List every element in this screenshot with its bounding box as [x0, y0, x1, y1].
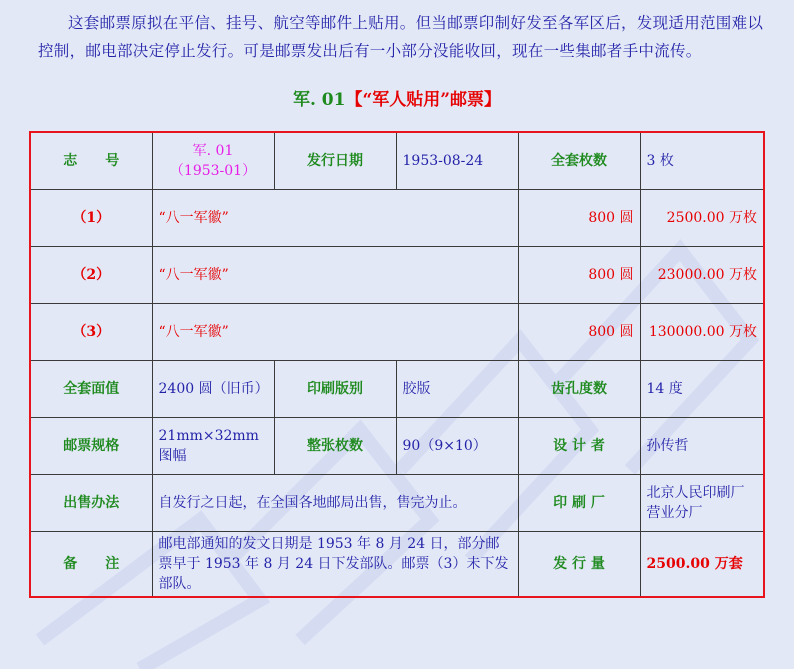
- stamp-quantity: 130000.00 万枚: [640, 303, 764, 360]
- label-set-count: 全套枚数: [518, 132, 640, 189]
- stamp-value: 800 圆: [518, 246, 640, 303]
- issue-date: 1953-08-24: [396, 132, 518, 189]
- sheet-count: 90（9×10）: [396, 417, 518, 474]
- table-row: [30, 189, 764, 246]
- set-count: 3 枚: [640, 132, 764, 189]
- table-row: [30, 474, 764, 531]
- table-row: [30, 417, 764, 474]
- stamp-value: 800 圆: [518, 189, 640, 246]
- issue-quantity: 2500.00 万套: [640, 531, 764, 597]
- stamp-number: （3）: [30, 303, 152, 360]
- table-row: [30, 360, 764, 417]
- face-value: 2400 圆（旧币）: [152, 360, 274, 417]
- sale-method: 自发行之日起，在全国各地邮局出售，售完为止。: [152, 474, 518, 531]
- table-row: [30, 303, 764, 360]
- label-perforation: 齿孔度数: [518, 360, 640, 417]
- remarks: 邮电部通知的发文日期是 1953 年 8 月 24 日，部分邮票早于 1953 年 8 月 24 日下发部队。邮票（3）未下发部队。: [152, 531, 518, 597]
- stamp-name: “八一军徽”: [152, 246, 518, 303]
- stamp-code-cell: [152, 132, 274, 189]
- stamp-code-year: （1953-01）: [169, 162, 257, 179]
- stamp-size: 21mm×32mm 图幅: [152, 417, 274, 474]
- label-stamp-size: 邮票规格: [30, 417, 152, 474]
- table-row: [30, 531, 764, 597]
- stamp-quantity: 2500.00 万枚: [640, 189, 764, 246]
- stamp-info-table: [29, 131, 765, 598]
- perforation: 14 度: [640, 360, 764, 417]
- label-printer: 印 刷 厂: [518, 474, 640, 531]
- stamp-name: “八一军徽”: [152, 189, 518, 246]
- stamp-value: 800 圆: [518, 303, 640, 360]
- label-designer: 设 计 者: [518, 417, 640, 474]
- stamp-number: （1）: [30, 189, 152, 246]
- table-row: [30, 246, 764, 303]
- stamp-number: （2）: [30, 246, 152, 303]
- title-name: 【“军人贴用”邮票】: [345, 90, 502, 110]
- label-code: 志 号: [30, 132, 152, 189]
- title-code: 军. 01: [292, 90, 346, 110]
- page-title: [0, 88, 794, 112]
- table-row: [30, 132, 764, 189]
- printer: 北京人民印刷厂营业分厂: [640, 474, 764, 531]
- label-remarks: 备 注: [30, 531, 152, 597]
- label-sheet-count: 整张枚数: [274, 417, 396, 474]
- print-method: 胶版: [396, 360, 518, 417]
- label-print-method: 印刷版别: [274, 360, 396, 417]
- label-sale-method: 出售办法: [30, 474, 152, 531]
- stamp-code: 军. 01: [192, 142, 234, 159]
- intro-paragraph: 这套邮票原拟在平信、挂号、航空等邮件上贴用。但当邮票印制好发至各军区后，发现适用范围难以控制，邮电部决定停止发行。可是邮票发出后有一小部分没能收回，现在一些集邮者手中流传。: [38, 14, 764, 60]
- label-issue-quantity: 发 行 量: [518, 531, 640, 597]
- label-issue-date: 发行日期: [274, 132, 396, 189]
- stamp-quantity: 23000.00 万枚: [640, 246, 764, 303]
- stamp-name: “八一军徽”: [152, 303, 518, 360]
- designer: 孙传哲: [640, 417, 764, 474]
- label-face-value: 全套面值: [30, 360, 152, 417]
